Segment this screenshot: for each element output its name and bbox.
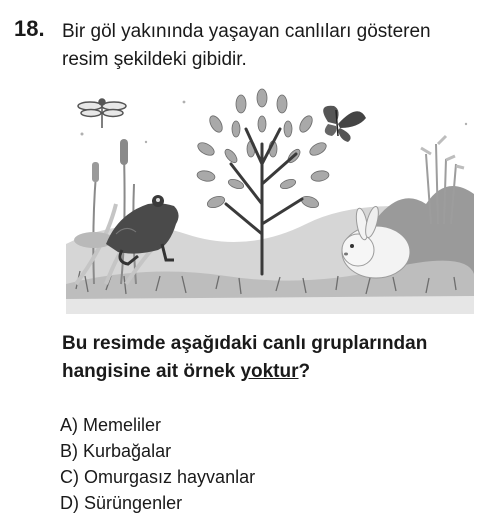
prompt-text: Bu resimde aşağıdaki canlı gruplarından hangisine ait örnek: [62, 333, 428, 382]
lake-illustration: [66, 84, 474, 314]
option-letter: A): [60, 415, 78, 435]
option-d[interactable]: [60, 490, 255, 516]
answer-options: [60, 412, 255, 516]
option-letter: B): [60, 441, 78, 461]
question-stem: Bir göl yakınında yaşayan canlıları gösteren resim şekildeki gibidir.: [62, 21, 431, 70]
prompt-emphasis: yoktur: [240, 361, 299, 382]
option-a[interactable]: [60, 412, 255, 438]
option-text: Sürüngenler: [84, 493, 183, 513]
question-prompt: [62, 330, 482, 386]
option-letter: D): [60, 493, 79, 513]
option-text: Kurbağalar: [83, 441, 172, 461]
option-letter: C): [60, 467, 79, 487]
option-b[interactable]: [60, 438, 255, 464]
option-text: Omurgasız hayvanlar: [84, 467, 256, 487]
question-number: 18.: [14, 16, 45, 41]
option-text: Memeliler: [83, 415, 162, 435]
prompt-end: ?: [298, 361, 311, 382]
option-c[interactable]: [60, 464, 255, 490]
